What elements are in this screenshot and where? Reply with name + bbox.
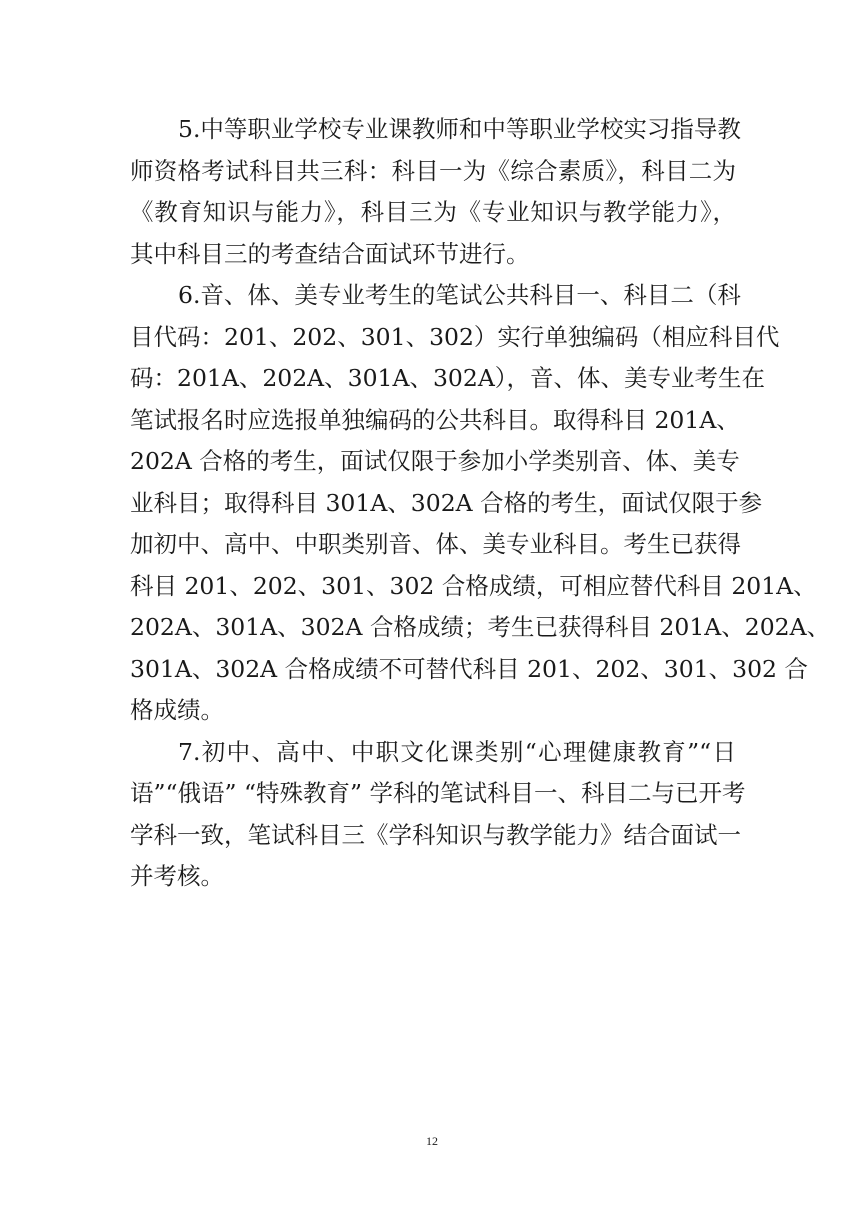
- text-line: 科目 201、202、301、302 合格成绩，可相应替代科目 201A、: [130, 571, 817, 600]
- text-line: 7.初中、高中、中职文化课类别“心理健康教育”“日: [178, 737, 736, 766]
- text-line: 格成绩。: [130, 696, 224, 724]
- text-line: 加初中、高中、中职类别音、体、美专业科目。考生已获得: [130, 530, 741, 558]
- paragraph-5: [130, 109, 741, 275]
- text-line: 笔试报名时应选报单独编码的公共科目。取得科目 201A、: [130, 405, 740, 434]
- text-line: 202A 合格的考生，面试仅限于参加小学类别音、体、美专: [130, 447, 740, 475]
- text-line: 语”“俄语” “特殊教育” 学科的笔试科目一、科目二与已开考: [130, 779, 746, 807]
- page-number: 12: [426, 1134, 438, 1148]
- text-line: 目代码：201、202、301、302）实行单独编码（相应科目代: [130, 322, 780, 351]
- paragraph-7: [130, 732, 746, 898]
- text-line: 202A、301A、302A 合格成绩；考生已获得科目 201A、202A、: [130, 613, 831, 641]
- text-line: 其中科目三的考查结合面试环节进行。: [130, 239, 530, 268]
- text-line: 业科目；取得科目 301A、302A 合格的考生，面试仅限于参: [130, 488, 763, 517]
- text-line: 码：201A、202A、301A、302A），音、体、美专业考生在: [130, 364, 766, 392]
- text-line: 学科一致，笔试科目三《学科知识与教学能力》结合面试一: [130, 820, 741, 849]
- document-body: [130, 109, 831, 898]
- text-line: 301A、302A 合格成绩不可替代科目 201、202、301、302 合: [130, 654, 808, 683]
- text-line: 并考核。: [130, 862, 224, 890]
- text-line: 师资格考试科目共三科：科目一为《综合素质》，科目二为: [130, 156, 736, 185]
- text-line: 《教育知识与能力》，科目三为《专业知识与教学能力》，: [130, 198, 736, 226]
- text-line: 6.音、体、美专业考生的笔试公共科目一、科目二（科: [178, 281, 741, 309]
- text-line: 5.中等职业学校专业课教师和中等职业学校实习指导教: [178, 115, 741, 143]
- paragraph-6: [130, 275, 831, 732]
